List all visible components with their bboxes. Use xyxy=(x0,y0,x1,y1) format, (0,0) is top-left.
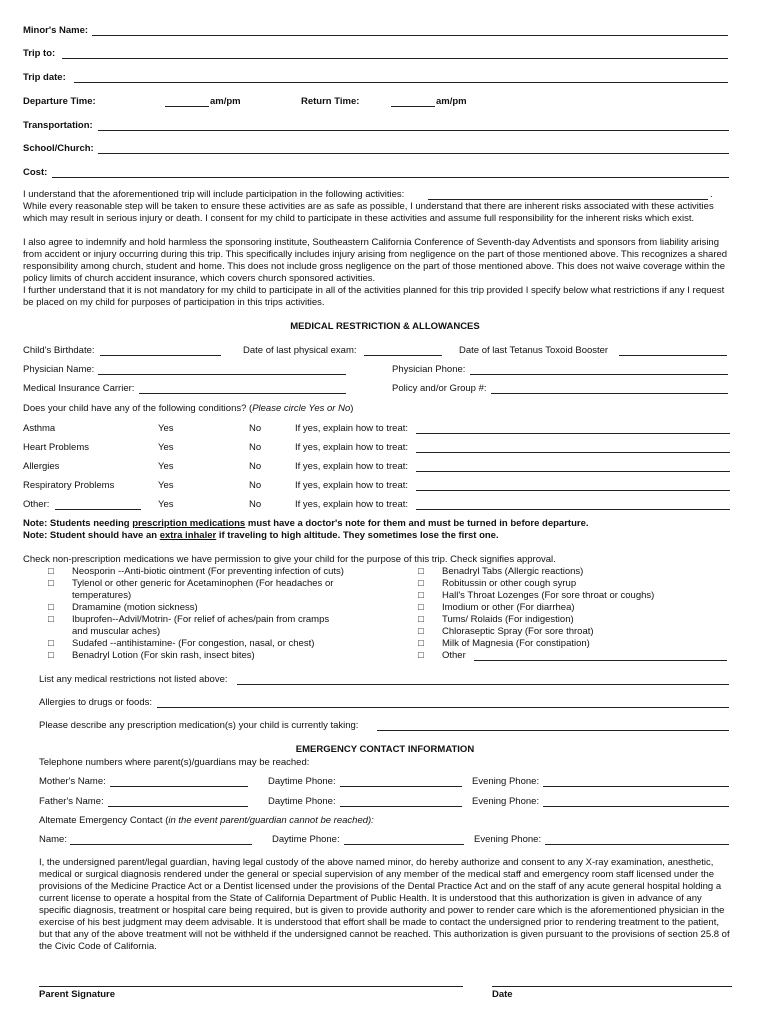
birthdate-label: Child's Birthdate: xyxy=(23,345,95,356)
otc-item-label: Benadryl Tabs (Allergic reactions) xyxy=(442,566,584,577)
checkbox[interactable]: □ xyxy=(418,650,424,661)
mother-evening-field[interactable] xyxy=(543,786,729,787)
insurance-field[interactable] xyxy=(139,393,346,394)
minors-name-label: Minor's Name: xyxy=(23,25,89,36)
father-name-label: Father's Name: xyxy=(39,796,104,807)
minors-name-field[interactable] xyxy=(92,35,728,36)
no-option[interactable]: No xyxy=(249,480,262,491)
medical-section-title: MEDICAL RESTRICTION & ALLOWANCES xyxy=(290,321,480,332)
explain-field[interactable] xyxy=(416,433,730,434)
return-time-label: Return Time: xyxy=(301,96,360,107)
explain-field[interactable] xyxy=(416,490,730,491)
checkbox[interactable]: □ xyxy=(418,578,424,589)
prescription-field[interactable] xyxy=(377,730,729,731)
otc-intro: Check non-prescription medications we have permission to give your child for the purpose of this trip. Check signifies approval. xyxy=(23,554,556,565)
parent-signature-label: Parent Signature xyxy=(39,989,116,1000)
explain-field[interactable] xyxy=(416,509,730,510)
checkbox[interactable]: □ xyxy=(418,638,424,649)
emergency-section-title: EMERGENCY CONTACT INFORMATION xyxy=(295,744,475,755)
otc-item-label: Robitussin or other cough syrup xyxy=(442,578,577,589)
other-medication-field[interactable] xyxy=(474,660,727,661)
school-church-label: School/Church: xyxy=(23,143,94,154)
condition-label: Heart Problems xyxy=(23,442,89,453)
allergies-label: Allergies to drugs or foods: xyxy=(39,697,153,708)
checkbox[interactable]: □ xyxy=(48,638,54,649)
tetanus-label: Date of last Tetanus Toxoid Booster xyxy=(459,345,609,356)
prescription-note: Note: Students needing prescription medications must have a doctor's note for them and must be turned in before departure. xyxy=(23,518,589,529)
date-field[interactable] xyxy=(492,986,732,987)
otc-item-label: Benadryl Lotion (For skin rash, insect bites) xyxy=(72,650,255,661)
transportation-field[interactable] xyxy=(98,130,729,131)
prescription-label: Please describe any prescription medication(s) your child is currently taking: xyxy=(39,720,359,731)
yes-option[interactable]: Yes xyxy=(158,423,174,434)
father-daytime-label: Daytime Phone: xyxy=(268,796,336,807)
alternate-evening-label: Evening Phone: xyxy=(474,834,542,845)
otc-item-label: Other xyxy=(442,650,466,661)
physician-name-field[interactable] xyxy=(98,374,346,375)
yes-option[interactable]: Yes xyxy=(158,499,174,510)
yes-option[interactable]: Yes xyxy=(158,442,174,453)
departure-time-field[interactable] xyxy=(165,106,209,107)
risk-paragraph: While every reasonable step will be taken to ensure these activities are as safe as possible, I understand that there are inherent risks associated with these activities which may result in serious injury or death. I consent for my child to participate in these activities and assume full responsibility for the inherent risks which exist. xyxy=(23,201,714,224)
indemnity-paragraph: I also agree to indemnify and hold harmless the sponsoring institute, Southeastern California Conference of Seventh-day Adventists and sponsors from liability arising from accident or injury occurring during this trip. This specifically includes injury arising from negligence on the part of those mentioned above. This recognizes a shared responsibility among church, student and home. This does not include gross negligence on the part of those mentioned above. This does not waive coverage within the policy limits of church accident insurance, which covers church sponsored activities. xyxy=(23,237,728,284)
departure-time-label: Departure Time: xyxy=(23,96,96,107)
explain-label: If yes, explain how to treat: xyxy=(295,461,409,472)
transportation-label: Transportation: xyxy=(23,120,93,131)
activities-statement: I understand that the aforementioned trip will include participation in the following activities: xyxy=(23,189,405,200)
mother-daytime-field[interactable] xyxy=(340,786,462,787)
no-option[interactable]: No xyxy=(249,442,262,453)
otc-item-label: Milk of Magnesia (For constipation) xyxy=(442,638,590,649)
inhaler-note: Note: Student should have an extra inhaler if traveling to high altitude. They sometimes lose the first one. xyxy=(23,530,499,541)
alternate-daytime-field[interactable] xyxy=(344,844,464,845)
otc-item-label: and muscular aches) xyxy=(72,626,161,637)
cost-label: Cost: xyxy=(23,167,48,178)
return-time-field[interactable] xyxy=(391,106,435,107)
condition-label: Other: xyxy=(23,499,50,510)
father-name-field[interactable] xyxy=(108,806,248,807)
otc-item-label: Imodium or other (For diarrhea) xyxy=(442,602,575,613)
allergies-field[interactable] xyxy=(157,707,729,708)
explain-label: If yes, explain how to treat: xyxy=(295,499,409,510)
explain-field[interactable] xyxy=(416,471,730,472)
other-condition-field[interactable] xyxy=(55,509,141,510)
explain-label: If yes, explain how to treat: xyxy=(295,442,409,453)
parent-signature-field[interactable] xyxy=(39,986,463,987)
insurance-label: Medical Insurance Carrier: xyxy=(23,383,135,394)
explain-field[interactable] xyxy=(416,452,730,453)
trip-to-label: Trip to: xyxy=(23,48,56,59)
checkbox[interactable]: □ xyxy=(418,590,424,601)
emergency-intro: Telephone numbers where parent(s)/guardians may be reached: xyxy=(39,757,310,768)
restrictions-field[interactable] xyxy=(237,684,729,685)
trip-to-field[interactable] xyxy=(62,58,728,59)
birthdate-field[interactable] xyxy=(100,355,221,356)
checkbox[interactable]: □ xyxy=(418,602,424,613)
checkbox[interactable]: □ xyxy=(418,626,424,637)
condition-label: Asthma xyxy=(23,423,56,434)
alternate-contact-label: Altemate Emergency Contact (in the event parent/guardian cannot be reached): xyxy=(39,815,374,826)
father-daytime-field[interactable] xyxy=(340,806,462,807)
father-evening-field[interactable] xyxy=(543,806,729,807)
checkbox[interactable]: □ xyxy=(418,614,424,625)
yes-option[interactable]: Yes xyxy=(158,480,174,491)
condition-label: Allergies xyxy=(23,461,60,472)
participation-paragraph: I further understand that it is not mandatory for my child to participate in all of the activities planned for this trip provided I specify below what restrictions if any I request be placed on my child for purposes of participation in this trips activities. xyxy=(23,285,725,308)
school-church-field[interactable] xyxy=(98,153,729,154)
condition-label: Respiratory Problems xyxy=(23,480,115,491)
mother-name-field[interactable] xyxy=(110,786,248,787)
restrictions-label: List any medical restrictions not listed above: xyxy=(39,674,228,685)
cost-field[interactable] xyxy=(52,177,729,178)
trip-date-label: Trip date: xyxy=(23,72,66,83)
checkbox[interactable]: □ xyxy=(48,578,54,589)
otc-item-label: temperatures) xyxy=(72,590,132,601)
checkbox[interactable]: □ xyxy=(48,650,54,661)
alternate-daytime-label: Daytime Phone: xyxy=(272,834,340,845)
trip-date-field[interactable] xyxy=(74,82,728,83)
last-physical-field[interactable] xyxy=(364,355,442,356)
checkbox[interactable]: □ xyxy=(48,566,54,577)
otc-item-label: Tums/ Rolaids (For indigestion) xyxy=(442,614,574,625)
otc-item-label: Hall's Throat Lozenges (For sore throat or coughs) xyxy=(442,590,655,601)
tetanus-field[interactable] xyxy=(619,355,727,356)
explain-label: If yes, explain how to treat: xyxy=(295,480,409,491)
alternate-name-label: Name: xyxy=(39,834,67,845)
checkbox[interactable]: □ xyxy=(418,566,424,577)
otc-item-label: Sudafed --antihistamine- (For congestion, nasal, or chest) xyxy=(72,638,315,649)
explain-label: If yes, explain how to treat: xyxy=(295,423,409,434)
physician-name-label: Physician Name: xyxy=(23,364,95,375)
conditions-question: Does your child have any of the following conditions? (Please circle Yes or No) xyxy=(23,403,354,414)
otc-item-label: Chloraseptic Spray (For sore throat) xyxy=(442,626,594,637)
return-ampm: am/pm xyxy=(436,96,467,107)
alternate-name-field[interactable] xyxy=(70,844,252,845)
date-label: Date xyxy=(492,989,513,1000)
no-option[interactable]: No xyxy=(249,499,262,510)
yes-option[interactable]: Yes xyxy=(158,461,174,472)
checkbox[interactable]: □ xyxy=(48,614,54,625)
last-physical-label: Date of last physical exam: xyxy=(243,345,357,356)
activities-period: . xyxy=(710,189,713,200)
otc-item-label: Ibuprofen--Advil/Motrin- (For relief of aches/pain from cramps xyxy=(72,614,330,625)
checkbox[interactable]: □ xyxy=(48,602,54,613)
mother-evening-label: Evening Phone: xyxy=(472,776,540,787)
mother-name-label: Mother's Name: xyxy=(39,776,106,787)
no-option[interactable]: No xyxy=(249,423,262,434)
no-option[interactable]: No xyxy=(249,461,262,472)
alternate-evening-field[interactable] xyxy=(545,844,729,845)
father-evening-label: Evening Phone: xyxy=(472,796,540,807)
departure-ampm: am/pm xyxy=(210,96,241,107)
policy-label: Policy and/or Group #: xyxy=(392,383,487,394)
authorization-paragraph: I, the undersigned parent/legal guardian, having legal custody of the above named minor, do hereby authorize and consent to any X-ray examination, anesthetic, medical or surgical diagnosis rendered under the general or special supervision of any member of the medical staff and emergency room staff licensed under the provisions of the Medicine Practice Act or a Dentist licensed under the provisions of the Dental Practice Act and on the staff of any acute general hospital holding a current license to operate a hospital from the State of California Department of Public Health. It is understood that this authorization is given in advance of any specific diagnosis, treatment or hospital care being required, but is given to provide authority and power to render care which is the aforementioned physician in the exercise of his best judgment may deem advisable. It is understood that effort shall be made to contact the undersigned prior to rendering treatment to the patient, but that any of the above treatment will not be withheld if the undersigned cannot be reached. This authorization is given pursuant to the provisions of section 25.8 of the Civic Code of California. xyxy=(39,857,730,952)
physician-phone-field[interactable] xyxy=(470,374,728,375)
physician-phone-label: Physician Phone: xyxy=(392,364,466,375)
otc-item-label: Neosporin --Anti-biotic ointment (For preventing infection of cuts) xyxy=(72,566,344,577)
activities-field[interactable] xyxy=(428,199,708,200)
mother-daytime-label: Daytime Phone: xyxy=(268,776,336,787)
policy-field[interactable] xyxy=(491,393,728,394)
otc-item-label: Dramamine (motion sickness) xyxy=(72,602,198,613)
otc-item-label: Tylenol or other generic for Acetaminophen (For headaches or xyxy=(72,578,334,589)
